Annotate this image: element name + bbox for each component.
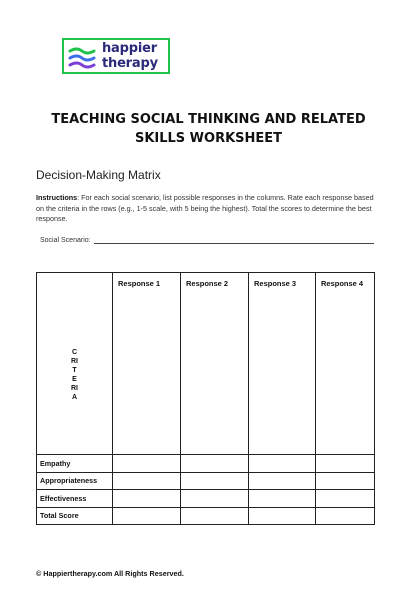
- criteria-header: [37, 273, 113, 455]
- cell[interactable]: [316, 490, 375, 508]
- social-scenario-label: Social Scenario:: [40, 237, 91, 244]
- row-label-effectiveness: Effectiveness: [37, 490, 113, 508]
- cell[interactable]: [113, 472, 181, 490]
- matrix-header-row: [37, 273, 375, 455]
- cell[interactable]: [113, 507, 181, 525]
- table-row: [37, 472, 375, 490]
- table-row: [37, 490, 375, 508]
- cell[interactable]: [249, 472, 316, 490]
- row-label-appropriateness: Appropriateness: [37, 472, 113, 490]
- cell[interactable]: [181, 472, 249, 490]
- table-row: [37, 507, 375, 525]
- cell[interactable]: [249, 490, 316, 508]
- logo: [62, 38, 170, 74]
- copyright-footer: © Happiertherapy.com All Rights Reserved.: [36, 569, 184, 578]
- logo-text: happier therapy: [102, 41, 158, 71]
- wave-icon: [68, 46, 96, 70]
- social-scenario-field: [40, 236, 374, 244]
- cell[interactable]: [181, 455, 249, 473]
- cell[interactable]: [113, 490, 181, 508]
- row-label-total-score: Total Score: [37, 507, 113, 525]
- cell[interactable]: [249, 507, 316, 525]
- column-header-response-4: Response 4: [316, 273, 375, 455]
- cell[interactable]: [316, 507, 375, 525]
- instructions: [36, 193, 376, 225]
- section-heading: Decision-Making Matrix: [36, 168, 161, 182]
- row-label-empathy: Empathy: [37, 455, 113, 473]
- cell[interactable]: [316, 455, 375, 473]
- cell[interactable]: [113, 455, 181, 473]
- social-scenario-line[interactable]: [94, 236, 374, 244]
- instructions-label: Instructions: [36, 193, 78, 202]
- instructions-text: : For each social scenario, list possible responses in the columns. Rate each response based on the criteria in the rows (e.g., 1-5 scale, with 5 being the highest). Total the scores to determine the best response.: [36, 193, 374, 223]
- cell[interactable]: [316, 472, 375, 490]
- cell[interactable]: [181, 507, 249, 525]
- table-row: [37, 455, 375, 473]
- column-header-response-1: Response 1: [113, 273, 181, 455]
- cell[interactable]: [249, 455, 316, 473]
- column-header-response-2: Response 2: [181, 273, 249, 455]
- cell[interactable]: [181, 490, 249, 508]
- decision-matrix: [36, 272, 375, 525]
- page-title: TEACHING SOCIAL THINKING AND RELATED SKILLS WORKSHEET: [51, 112, 366, 146]
- column-header-response-3: Response 3: [249, 273, 316, 455]
- criteria-label: CRITERIA: [71, 348, 78, 401]
